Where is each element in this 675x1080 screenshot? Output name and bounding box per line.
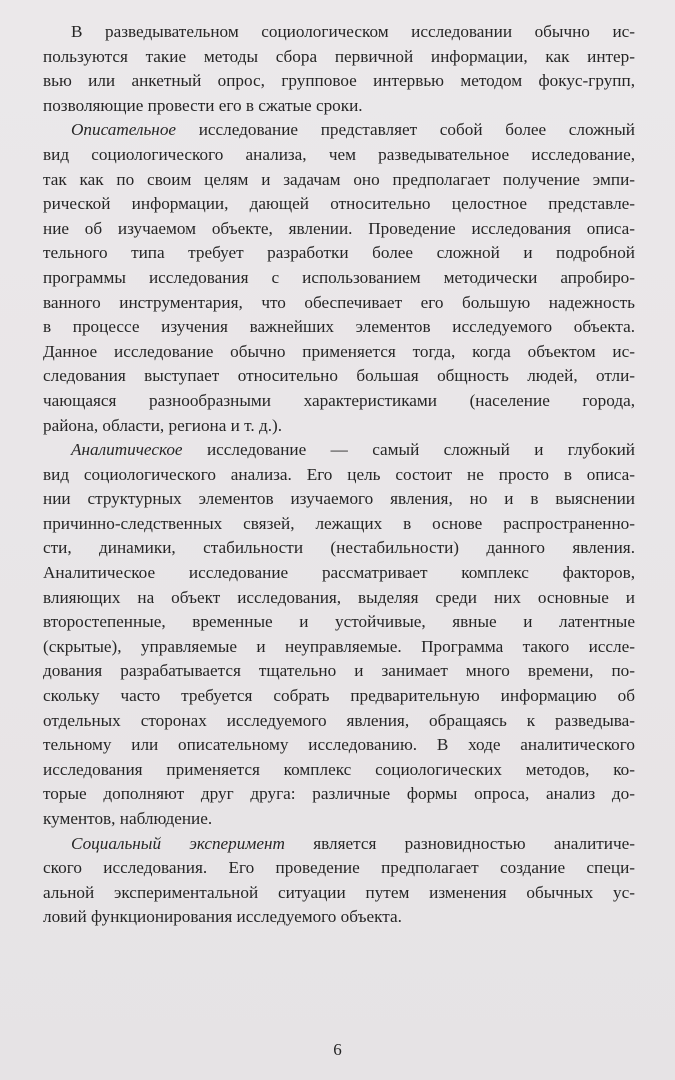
text-line: дования разрабатывается тщательно и занимает много времени, по- <box>43 661 635 681</box>
text-line: ского исследования. Его проведение предполагает создание специ- <box>43 858 635 878</box>
term-analytical: Аналитическое <box>71 440 183 460</box>
text-line <box>43 438 635 463</box>
text-line: (скрытые), управляемые и неуправляемые. Программа такого иссле- <box>43 636 635 656</box>
text-line: сти, динамики, стабильности (нестабильности) данного явления. <box>43 538 635 558</box>
text-line: чающаяся разнообразными характеристиками (население города, <box>43 390 635 410</box>
text-line: тельному или описательному исследованию. В ходе аналитического <box>43 735 635 755</box>
text-line: влияющих на объект исследования, выделяя среди них основные и <box>43 587 635 607</box>
paragraph-descriptive <box>43 118 635 438</box>
text-line: второстепенные, временные и устойчивые, явные и латентные <box>43 612 635 632</box>
text-line: вид социологического анализа. Его цель состоит не просто в описа- <box>43 464 635 484</box>
text-line: кументов, наблюдение. <box>43 809 213 828</box>
text-line: позволяющие провести его в сжатые сроки. <box>43 95 363 115</box>
text-line: ванного инструментария, что обеспечивает его большую надежность <box>43 292 635 312</box>
text-line: альной экспериментальной ситуации путем изменения обычных ус- <box>43 882 635 902</box>
text-fragment: исследование представляет собой более сложный <box>176 120 635 140</box>
text-line: программы исследования с использованием методически апробиро- <box>43 267 635 287</box>
body-text <box>43 20 635 930</box>
text-line: причинно-следственных связей, лежащих в основе распространенно- <box>43 513 635 533</box>
text-line: так как по своим целям и задачам оно предполагает получение эмпи- <box>43 169 635 189</box>
text-line: следования выступает относительно большая общность людей, отли- <box>43 366 635 386</box>
term-descriptive: Описательное <box>71 120 177 140</box>
text-line: нии структурных элементов изучаемого явления, но и в выяснении <box>43 489 635 509</box>
text-line: исследования применяется комплекс социологических методов, ко- <box>43 759 635 779</box>
text-line <box>43 832 635 857</box>
text-fragment: исследование — самый сложный и глубокий <box>182 440 635 460</box>
term-social-experiment: Социальный эксперимент <box>71 833 285 853</box>
text-line: В разведывательном социологическом исследовании обычно ис- <box>71 22 635 41</box>
text-line: района, области, региона и т. д.). <box>43 415 283 435</box>
text-line: в процессе изучения важнейших элементов исследуемого объекта. <box>43 317 635 337</box>
text-line: отдельных сторонах исследуемого явления, обращаясь к разведыва- <box>43 710 635 730</box>
text-line <box>43 118 635 143</box>
paragraph-experiment <box>43 832 635 930</box>
text-line: тельного типа требует разработки более сложной и подробной <box>43 243 635 263</box>
text-line: пользуются такие методы сбора первичной информации, как интер- <box>43 46 635 66</box>
text-line: вид социологического анализа, чем разведывательное исследование, <box>43 144 635 164</box>
text-line: вью или анкетный опрос, групповое интервью методом фокус-групп, <box>43 71 635 91</box>
text-line: Данное исследование обычно применяется тогда, когда объектом ис- <box>43 341 635 361</box>
text-line: скольку часто требуется собрать предварительную информацию об <box>43 686 635 706</box>
text-line: ловий функционирования исследуемого объекта. <box>43 907 402 927</box>
text-fragment: является разновидностью аналитиче- <box>284 833 635 853</box>
text-line: ние об изучаемом объекте, явлении. Проведение исследования описа- <box>43 218 635 238</box>
page-number: 6 <box>333 1040 342 1059</box>
text-line: рической информации, дающей относительно целостное представле- <box>43 194 635 214</box>
text-line: Аналитическое исследование рассматривает комплекс факторов, <box>43 563 635 583</box>
paragraph-exploratory <box>43 20 635 118</box>
text-line: торые дополняют друг друга: различные формы опроса, анализ до- <box>43 784 635 804</box>
paragraph-analytical <box>43 438 635 832</box>
